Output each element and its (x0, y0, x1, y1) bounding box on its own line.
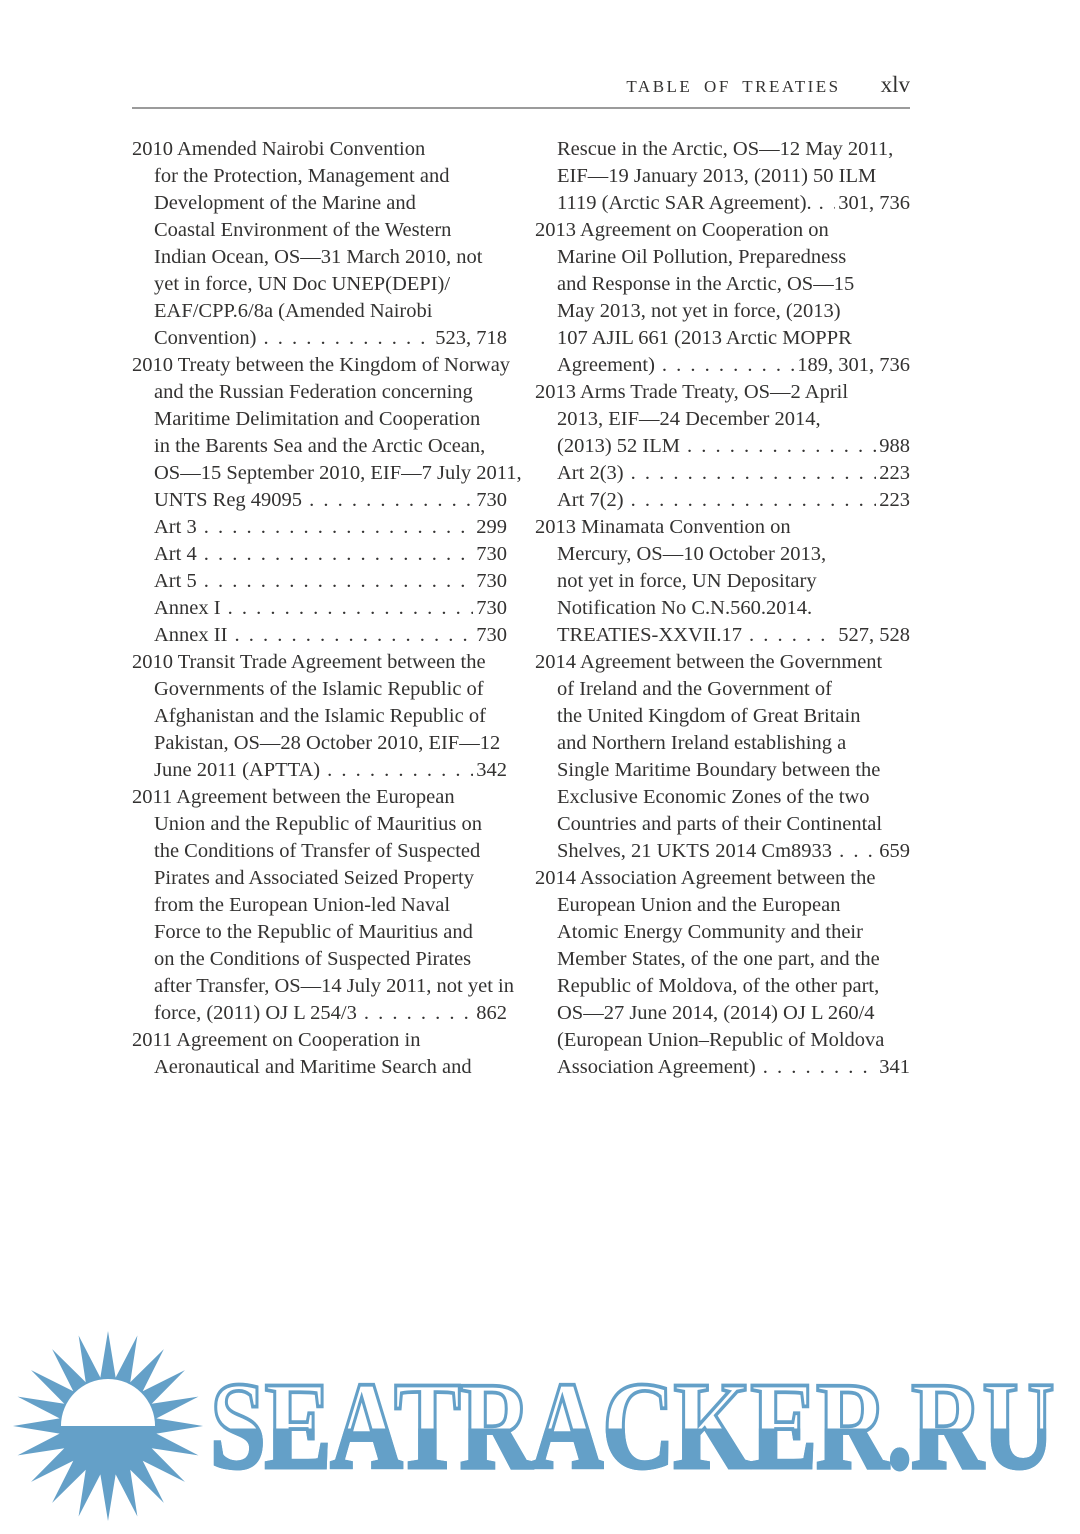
toc-line (132, 325, 507, 352)
toc-line-text: Exclusive Economic Zones of the two (557, 786, 870, 808)
toc-line (132, 676, 507, 703)
toc-line (132, 379, 507, 406)
toc-line-text: OS—15 September 2010, EIF—7 July 2011, (154, 462, 522, 484)
toc-line (535, 946, 910, 973)
toc-line (132, 433, 507, 460)
dot-leader (204, 514, 474, 541)
dot-leader (234, 622, 473, 649)
toc-line-text: Mercury, OS—10 October 2013, (557, 543, 827, 565)
toc-line-text: from the European Union-led Naval (154, 894, 451, 916)
page-ref: 730 (476, 543, 507, 565)
toc-line (535, 865, 910, 892)
toc-line-text: 2014 Association Agreement between the (535, 867, 876, 889)
dot-leader (763, 1054, 877, 1081)
toc-line (535, 271, 910, 298)
toc-line (535, 298, 910, 325)
toc-line-text: Development of the Marine and (154, 192, 416, 214)
toc-line-text: Art 2(3) (557, 462, 624, 484)
toc-line (132, 811, 507, 838)
toc-line (535, 595, 910, 622)
dot-leader (749, 622, 835, 649)
toc-line (535, 217, 910, 244)
toc-line (535, 1027, 910, 1054)
page-ref: 527, 528 (838, 624, 910, 646)
toc-line-text: 2013, EIF—24 December 2014, (557, 408, 821, 430)
page-ref: 730 (476, 570, 507, 592)
watermark (10, 1328, 1054, 1524)
toc-line (535, 811, 910, 838)
toc-line (535, 757, 910, 784)
page-ref: 659 (879, 840, 910, 862)
toc-line (535, 541, 910, 568)
toc-line (535, 784, 910, 811)
toc-line-text: 2011 Agreement between the European (132, 786, 455, 808)
toc-line-text: Marine Oil Pollution, Preparedness (557, 246, 847, 268)
toc-line-text: and Response in the Arctic, OS—15 (557, 273, 855, 295)
toc-line (535, 460, 910, 487)
dot-leader (228, 595, 474, 622)
dot-leader (687, 433, 876, 460)
page-header (132, 72, 910, 98)
dot-leader (631, 460, 877, 487)
toc-line (535, 136, 910, 163)
toc-line (535, 352, 910, 379)
toc-line (132, 730, 507, 757)
toc-line (132, 514, 507, 541)
toc-line-text: 2010 Transit Trade Agreement between the (132, 651, 486, 673)
toc-line (132, 865, 507, 892)
toc-line-text: Notification No C.N.560.2014. (557, 597, 813, 619)
toc-line (535, 433, 910, 460)
toc-line-text: yet in force, UN Doc UNEP(DEPI)/ (154, 273, 451, 295)
toc-line (535, 676, 910, 703)
toc-line (132, 541, 507, 568)
toc-line-text: June 2011 (APTTA) (154, 759, 321, 781)
dot-leader (631, 487, 877, 514)
toc-line-text: and the Russian Federation concerning (154, 381, 473, 403)
toc-line-text: EIF—19 January 2013, (2011) 50 ILM (557, 165, 877, 187)
toc-line-text: Force to the Republic of Mauritius and (154, 921, 473, 943)
page-ref: 189, 301, 736 (797, 354, 910, 376)
page-ref: 730 (476, 624, 507, 646)
toc-line-text: Shelves, 21 UKTS 2014 Cm8933 (557, 840, 833, 862)
toc-line-text: European Union and the European (557, 894, 841, 916)
toc-line-text: of Ireland and the Government of (557, 678, 832, 700)
page-ref: 299 (476, 516, 507, 538)
toc-line-text: Convention) (154, 327, 257, 349)
toc-line-text: the United Kingdom of Great Britain (557, 705, 861, 727)
toc-line-text: Atomic Energy Community and their (557, 921, 863, 943)
toc-line (535, 1000, 910, 1027)
toc-line (132, 271, 507, 298)
toc-line (132, 1054, 507, 1081)
toc-line (132, 460, 522, 487)
toc-line-text: on the Conditions of Suspected Pirates (154, 948, 472, 970)
toc-line-text: force, (2011) OJ L 254/3 (154, 1002, 357, 1024)
page-ref: 988 (879, 435, 910, 457)
toc-line-text: not yet in force, UN Depositary (557, 570, 817, 592)
page-number: xlv (880, 72, 910, 97)
toc-line-text: (2013) 52 ILM (557, 435, 680, 457)
toc-line-text: Agreement) (557, 354, 655, 376)
toc-line-text: Coastal Environment of the Western (154, 219, 452, 241)
toc-line-text: for the Protection, Management and (154, 165, 450, 187)
toc-line-text: OS—27 June 2014, (2014) OJ L 260/4 (557, 1002, 875, 1024)
toc-line-text: Art 5 (154, 570, 197, 592)
page-ref: 223 (879, 489, 910, 511)
toc-line-text: Art 4 (154, 543, 197, 565)
toc-line (132, 892, 507, 919)
toc-line (132, 136, 507, 163)
toc-line (535, 325, 910, 352)
toc-line (132, 973, 514, 1000)
toc-line (535, 649, 910, 676)
dot-leader (264, 325, 433, 352)
toc-line (132, 163, 507, 190)
dot-leader (309, 487, 473, 514)
toc-line-text: Maritime Delimitation and Cooperation (154, 408, 481, 430)
toc-line-text: Indian Ocean, OS—31 March 2010, not (154, 246, 483, 268)
toc-line-text: Rescue in the Arctic, OS—12 May 2011, (557, 138, 894, 160)
toc-line-text: 2013 Minamata Convention on (535, 516, 791, 538)
dot-leader (839, 838, 876, 865)
watermark-text: SEATRACKER.RU (210, 1356, 1054, 1495)
toc-line (132, 217, 507, 244)
toc-line-text: May 2013, not yet in force, (2013) (557, 300, 841, 322)
toc-line (132, 352, 511, 379)
toc-line-text: 2013 Arms Trade Treaty, OS—2 April (535, 381, 849, 403)
toc-line-text: Pirates and Associated Seized Property (154, 867, 474, 889)
toc-line (535, 244, 910, 271)
toc-line (132, 919, 507, 946)
toc-line-text: 1119 (Arctic SAR Agreement). (557, 192, 812, 214)
toc-line-text: the Conditions of Transfer of Suspected (154, 840, 481, 862)
toc-line (132, 406, 507, 433)
toc-line-text: Countries and parts of their Continental (557, 813, 883, 835)
toc-line-text: 2010 Treaty between the Kingdom of Norway (132, 354, 511, 376)
toc-line (132, 622, 507, 649)
dot-leader (327, 757, 473, 784)
toc-line (535, 163, 910, 190)
toc-line-text: TREATIES-XXVII.17 (557, 624, 743, 646)
toc-line-text: EAF/CPP.6/8a (Amended Nairobi (154, 300, 433, 322)
toc-line (132, 244, 507, 271)
toc-line-text: (European Union–Republic of Moldova (557, 1029, 885, 1051)
toc-line-text: Association Agreement) (557, 1056, 756, 1078)
dot-leader (364, 1000, 473, 1027)
left-column (132, 136, 522, 1081)
toc-line (132, 946, 507, 973)
toc-line (132, 595, 507, 622)
toc-line (535, 892, 910, 919)
toc-line (132, 487, 507, 514)
dot-leader (204, 568, 474, 595)
toc-line-text: Pakistan, OS—28 October 2010, EIF—12 (154, 732, 501, 754)
toc-line (535, 379, 910, 406)
treaty-index (132, 136, 910, 1081)
toc-line-text: 2014 Agreement between the Government (535, 651, 883, 673)
toc-line-text: Republic of Moldova, of the other part, (557, 975, 880, 997)
running-title: TABLE OF TREATIES (626, 77, 841, 96)
toc-line-text: Art 7(2) (557, 489, 624, 511)
toc-line (132, 757, 507, 784)
toc-line (535, 1054, 910, 1081)
toc-line-text: Single Maritime Boundary between the (557, 759, 881, 781)
sun-logo-icon (10, 1328, 206, 1524)
toc-line (132, 649, 507, 676)
dot-leader (204, 541, 474, 568)
toc-line-text: Art 3 (154, 516, 197, 538)
toc-line-text: Annex II (154, 624, 228, 646)
toc-line (535, 703, 910, 730)
toc-line-text: in the Barents Sea and the Arctic Ocean, (154, 435, 486, 457)
toc-line (132, 298, 507, 325)
toc-line (535, 406, 910, 433)
dot-leader (662, 352, 794, 379)
toc-line (535, 919, 910, 946)
toc-line-text: Union and the Republic of Mauritius on (154, 813, 482, 835)
toc-line (132, 1027, 507, 1054)
page-ref: 301, 736 (838, 192, 910, 214)
toc-line-text: 107 AJIL 661 (2013 Arctic MOPPR (557, 327, 852, 349)
dot-leader (819, 190, 836, 217)
toc-line (535, 622, 910, 649)
toc-line-text: UNTS Reg 49095 (154, 489, 303, 511)
toc-line (132, 190, 507, 217)
toc-line (132, 838, 507, 865)
toc-line-text: Governments of the Islamic Republic of (154, 678, 484, 700)
page-ref: 730 (476, 489, 507, 511)
page-ref: 862 (476, 1002, 507, 1024)
toc-line-text: Member States, of the one part, and the (557, 948, 880, 970)
toc-line (535, 838, 910, 865)
toc-line-text: Aeronautical and Maritime Search and (154, 1056, 472, 1078)
toc-line (535, 487, 910, 514)
page-ref: 342 (476, 759, 507, 781)
toc-line-text: 2011 Agreement on Cooperation in (132, 1029, 421, 1051)
toc-line (535, 190, 910, 217)
page-ref: 341 (879, 1056, 910, 1078)
toc-line-text: and Northern Ireland establishing a (557, 732, 847, 754)
toc-line (132, 1000, 507, 1027)
page-ref: 523, 718 (435, 327, 507, 349)
toc-line (132, 703, 507, 730)
toc-line-text: 2013 Agreement on Cooperation on (535, 219, 829, 241)
right-column (535, 136, 910, 1081)
toc-line (535, 568, 910, 595)
toc-line (535, 973, 910, 1000)
page-ref: 223 (879, 462, 910, 484)
toc-line-text: Annex I (154, 597, 221, 619)
toc-line (132, 784, 507, 811)
toc-line-text: 2010 Amended Nairobi Convention (132, 138, 426, 160)
toc-line (535, 730, 910, 757)
toc-line (535, 514, 910, 541)
toc-line-text: Afghanistan and the Islamic Republic of (154, 705, 486, 727)
header-rule (132, 107, 910, 109)
toc-line (132, 568, 507, 595)
page-ref: 730 (476, 597, 507, 619)
toc-line-text: after Transfer, OS—14 July 2011, not yet in (154, 975, 514, 997)
